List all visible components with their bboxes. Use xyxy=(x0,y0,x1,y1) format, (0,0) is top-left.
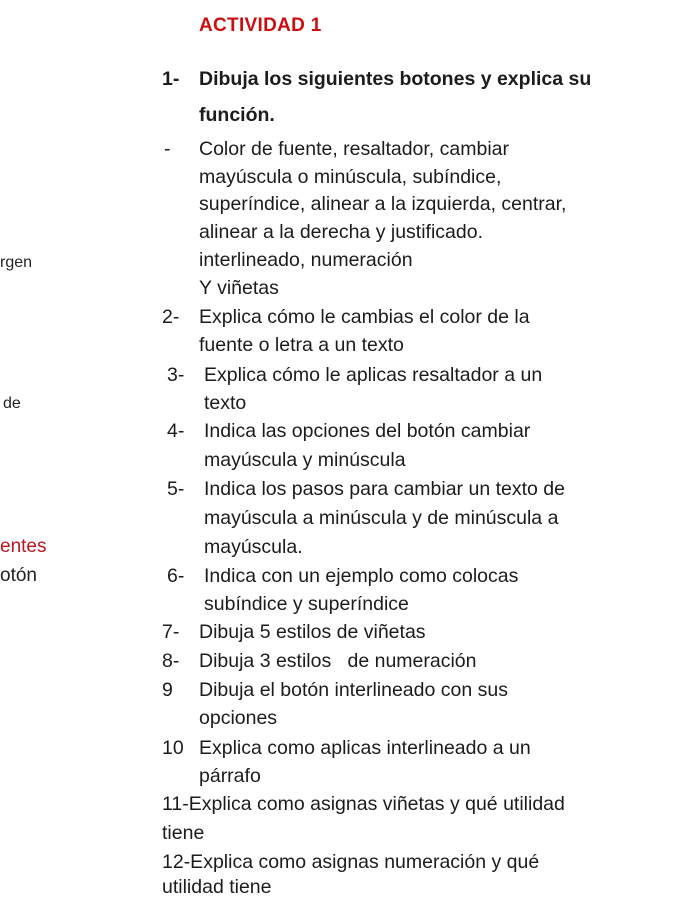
bullet-line: interlineado, numeración xyxy=(199,249,413,271)
margin-fragment: rgen xyxy=(0,254,33,271)
question-12-text: 12-Explica como asignas numeración y qué xyxy=(162,851,540,873)
question-6-number: 6- xyxy=(167,565,185,587)
question-8-number: 8- xyxy=(162,650,180,672)
margin-fragment: entes xyxy=(0,536,47,557)
question-5-text: Indica los pasos para cambiar un texto de xyxy=(204,478,565,500)
bullet-mark: - xyxy=(164,138,171,160)
question-10-text: párrafo xyxy=(199,765,261,787)
question-11-text: tiene xyxy=(162,822,205,844)
bullet-line: superíndice, alinear a la izquierda, centrar, xyxy=(199,193,567,215)
question-4-number: 4- xyxy=(167,420,185,442)
question-7-number: 7- xyxy=(162,621,180,643)
question-3-text: texto xyxy=(204,392,247,414)
page-title: ACTIVIDAD 1 xyxy=(199,15,322,36)
question-6-text: subíndice y superíndice xyxy=(204,593,409,615)
question-4-text: mayúscula y minúscula xyxy=(204,449,406,471)
question-9-number: 9 xyxy=(162,679,173,701)
question-9-text: opciones xyxy=(199,707,278,729)
margin-fragment: otón xyxy=(0,565,37,586)
question-2-number: 2- xyxy=(162,306,180,328)
margin-fragment: de xyxy=(3,395,21,412)
question-10-number: 10 xyxy=(162,737,184,759)
question-6-text: Indica con un ejemplo como colocas xyxy=(204,565,519,587)
question-9-text: Dibuja el botón interlineado con sus xyxy=(199,679,508,701)
question-12-text: utilidad tiene xyxy=(162,876,272,898)
question-1-text: función. xyxy=(199,104,275,126)
question-3-text: Explica cómo le aplicas resaltador a un xyxy=(204,364,543,386)
question-1-number: 1- xyxy=(162,68,180,90)
question-10-text: Explica como aplicas interlineado a un xyxy=(199,737,531,759)
question-3-number: 3- xyxy=(167,364,185,386)
bullet-line: Y viñetas xyxy=(199,277,279,299)
bullet-line: Color de fuente, resaltador, cambiar xyxy=(199,138,510,160)
question-4-text: Indica las opciones del botón cambiar xyxy=(204,420,531,442)
question-7-text: Dibuja 5 estilos de viñetas xyxy=(199,621,426,643)
question-2-text: Explica cómo le cambias el color de la xyxy=(199,306,530,328)
question-5-text: mayúscula. xyxy=(204,536,303,558)
question-5-text: mayúscula a minúscula y de minúscula a xyxy=(204,507,559,529)
question-8-text: Dibuja 3 estilos de numeración xyxy=(199,650,477,672)
question-2-text: fuente o letra a un texto xyxy=(199,334,404,356)
question-11-text: 11-Explica como asignas viñetas y qué utilidad xyxy=(162,793,565,815)
bullet-line: mayúscula o minúscula, subíndice, xyxy=(199,166,502,188)
question-1-text: Dibuja los siguientes botones y explica su xyxy=(199,68,592,90)
question-5-number: 5- xyxy=(167,478,185,500)
bullet-line: alinear a la derecha y justificado. xyxy=(199,221,483,243)
